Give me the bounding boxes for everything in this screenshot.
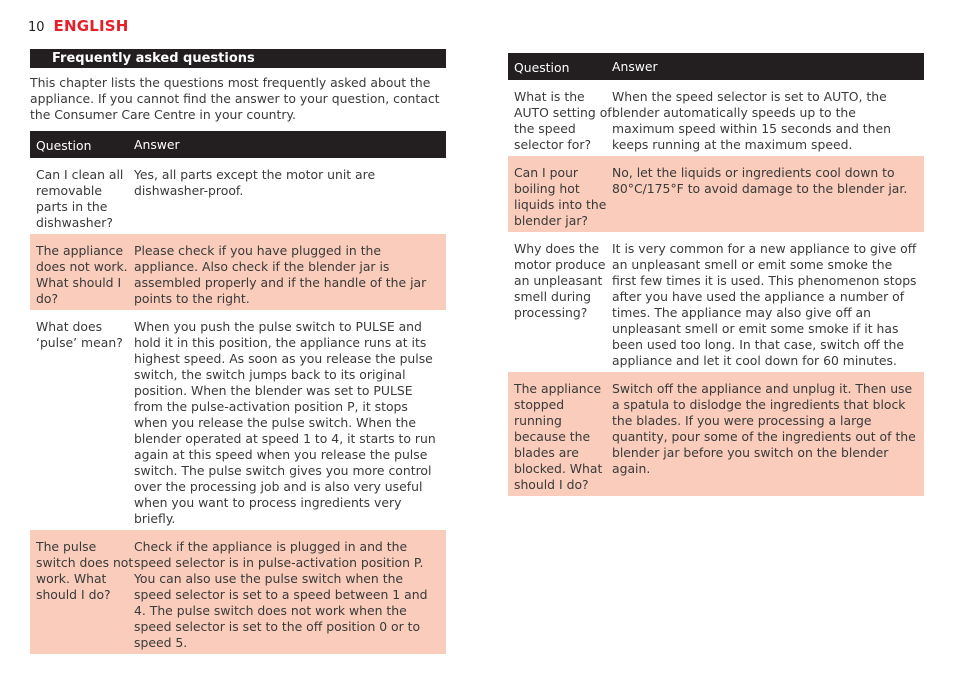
faq-question: Why does the motor produce an unpleasant smell during processing? xyxy=(514,241,606,320)
intro-paragraph: This chapter lists the questions most frequently asked about the appliance. If you cannot find the answer to your question, contact the Consumer Care Centre in your country. xyxy=(30,75,440,122)
page-number: 10 xyxy=(28,20,45,35)
faq-answer: Switch off the appliance and unplug it. Then use a spatula to dislodge the ingredients that block the blades. If you were processing a large quantity, pour some of the ingredients out of the blender jar before you switch on the blender again. xyxy=(612,381,916,476)
faq-row xyxy=(508,156,924,232)
faq-table-left xyxy=(30,131,446,654)
faq-row xyxy=(508,372,924,496)
faq-answer: No, let the liquids or ingredients cool down to 80°C/175°F to avoid damage to the blender jar. xyxy=(612,165,908,196)
faq-answer: Yes, all parts except the motor unit are dishwasher-proof. xyxy=(134,167,376,198)
faq-question: Can I clean all removable parts in the dishwasher? xyxy=(36,167,124,230)
faq-row xyxy=(30,158,446,234)
section-heading: Frequently asked questions xyxy=(30,49,446,68)
faq-question: The appliance does not work. What should I do? xyxy=(36,243,128,306)
table-header xyxy=(30,131,446,158)
answer-column-header: Answer xyxy=(612,59,658,74)
faq-question: The appliance stopped running because the blades are blocked. What should I do? xyxy=(514,381,603,492)
language-label: ENGLISH xyxy=(53,17,129,35)
answer-column-header: Answer xyxy=(134,137,180,152)
question-column-header: Question xyxy=(514,60,570,75)
faq-row xyxy=(30,310,446,530)
page-header xyxy=(28,17,129,35)
question-column-header: Question xyxy=(36,138,92,153)
faq-question: Can I pour boiling hot liquids into the blender jar? xyxy=(514,165,607,228)
faq-answer: Please check if you have plugged in the appliance. Also check if the blender jar is assembled properly and if the handle of the jar points to the right. xyxy=(134,243,427,306)
faq-question: What is the AUTO setting of the speed selector for? xyxy=(514,89,612,152)
faq-answer: When you push the pulse switch to PULSE and hold it in this position, the appliance runs at its highest speed. As soon as you release the pulse switch, the switch jumps back to its original position. When the blender was set to PULSE from the pulse-activation position P, it stops when you release the pulse switch. When the blender operated at speed 1 to 4, it starts to run again at this speed when you release the pulse switch. The pulse switch gives you more control over the processing job and is also very useful when you want to process ingredients very briefly. xyxy=(134,319,436,526)
faq-answer: It is very common for a new appliance to give off an unpleasant smell or emit some smoke the first few times it is used. This phenomenon stops after you have used the appliance a number of times. The appliance may also give off an unpleasant smell or emit some smoke if it has been used too long. In that case, switch off the appliance and let it cool down for 60 minutes. xyxy=(612,241,917,368)
faq-question: The pulse switch does not work. What should I do? xyxy=(36,539,134,602)
faq-row xyxy=(30,530,446,654)
faq-row xyxy=(508,232,924,372)
table-header xyxy=(508,53,924,80)
faq-row xyxy=(508,80,924,156)
faq-row xyxy=(30,234,446,310)
faq-answer: When the speed selector is set to AUTO, the blender automatically speeds up to the maximum speed within 15 seconds and then keeps running at the maximum speed. xyxy=(612,89,891,152)
faq-answer: Check if the appliance is plugged in and the speed selector is in pulse-activation position P. You can also use the pulse switch when the speed selector is set to a speed between 1 and 4. The pulse switch does not work when the speed selector is set to the off position 0 or to speed 5. xyxy=(134,539,428,650)
faq-table-right xyxy=(508,53,924,496)
faq-question: What does ‘pulse’ mean? xyxy=(36,319,123,350)
